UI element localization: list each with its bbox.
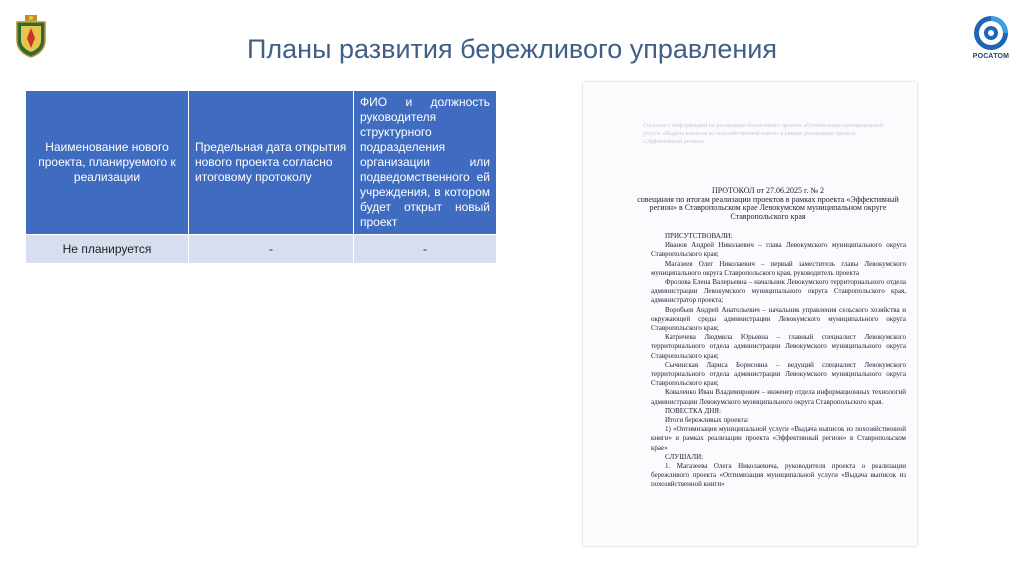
- column-header-head: ФИО и должность руководителя структурного подразделения организации или подведомственного ей учреждения, в котором будет открыт новый проект: [354, 91, 497, 235]
- participant-6: Сычинская Лариса Борисовна – ведущий специалист Левокумского территориального отдела администрации Левокумского муниципального округа Ставропольского края;: [651, 360, 906, 388]
- participant-4: Воробьев Андрей Анатольевич – начальник управления сельского хозяйства и окружающей среды администрации Левокумского муниципального округа Ставропольского края;: [651, 305, 906, 333]
- participant-1: Иванов Андрей Николаевич – глава Левокумского муниципального округа Ставропольского края;: [651, 241, 906, 259]
- projects-table: [25, 90, 497, 264]
- column-header-project-name: Наименование нового проекта, планируемого к реализации: [26, 91, 189, 235]
- rosatom-logo-text: РОСАТОМ: [972, 53, 1010, 60]
- heard-item: 1. Магазеева Олега Николаевича, руководителя проекта о реализации бережливого проекта «Оптимизация муниципальной услуги «Выдача выписок из похозяйственной книги»: [651, 462, 906, 489]
- protocol-number: ПРОТОКОЛ от 27.06.2025 г. № 2: [711, 186, 824, 195]
- column-header-deadline: Предельная дата открытия нового проекта согласно итоговому протоколу: [189, 91, 354, 235]
- protocol-scan: [583, 82, 917, 546]
- agenda-item: Итоги бережливых проекта:: [665, 416, 749, 425]
- protocol-heading: [633, 187, 903, 221]
- present-heading: ПРИСУТСТВОВАЛИ:: [665, 232, 733, 240]
- rosatom-logo-icon: [968, 14, 1014, 70]
- heard-heading: СЛУШАЛИ:: [665, 452, 704, 461]
- protocol-body: [651, 232, 906, 490]
- protocol-subject: совещания по итогам реализации проектов в рамках проекта «Эффективный регион» в Ставропольском крае Левокумском муниципальном округе Ставропольского края: [637, 194, 899, 221]
- cell-project-name: Не планируется: [26, 235, 189, 264]
- participant-3: Фролова Елена Валерьевна – начальник Левокумского территориального отдела администрации Левокумского муниципального округа Ставропольского края, администратор проекта;: [651, 278, 906, 305]
- table-row: [26, 235, 497, 264]
- participant-2: Магазеев Олег Николаевич – первый заместитель главы Левокумского муниципального округа Ставропольского края, руководитель проекта: [651, 259, 906, 277]
- agenda-item: 1) «Оптимизация муниципальной услуги «Выдача выписок из похозяйственной книги» в рамках реализации проекта «Эффективный регион» в Ставропольском крае»: [651, 425, 906, 452]
- table-header-row: [26, 91, 497, 235]
- participant-7: Коваленко Иван Владимирович – инженер отдела информационных технологий администрации Левокумского муниципального округа Ставропольского края.: [651, 388, 906, 406]
- participant-5: Катричева Людмила Юрьевна – главный специалист Левокумского территориального отдела администрации Левокумского муниципального округа Ставропольского края;: [651, 333, 906, 360]
- page-title: Планы развития бережливого управления: [247, 34, 777, 64]
- faint-bleed-text: Согласно с информацией по реализации бережливого проекта «Оптимизация муниципальной услуги «Выдача выписок из похозяйственной книги» в рамках реализации проекта «Эффективный регион»: [643, 123, 884, 145]
- cell-deadline: -: [189, 235, 354, 264]
- cell-head: -: [354, 235, 497, 264]
- agenda-heading: ПОВЕСТКА ДНЯ:: [665, 406, 721, 415]
